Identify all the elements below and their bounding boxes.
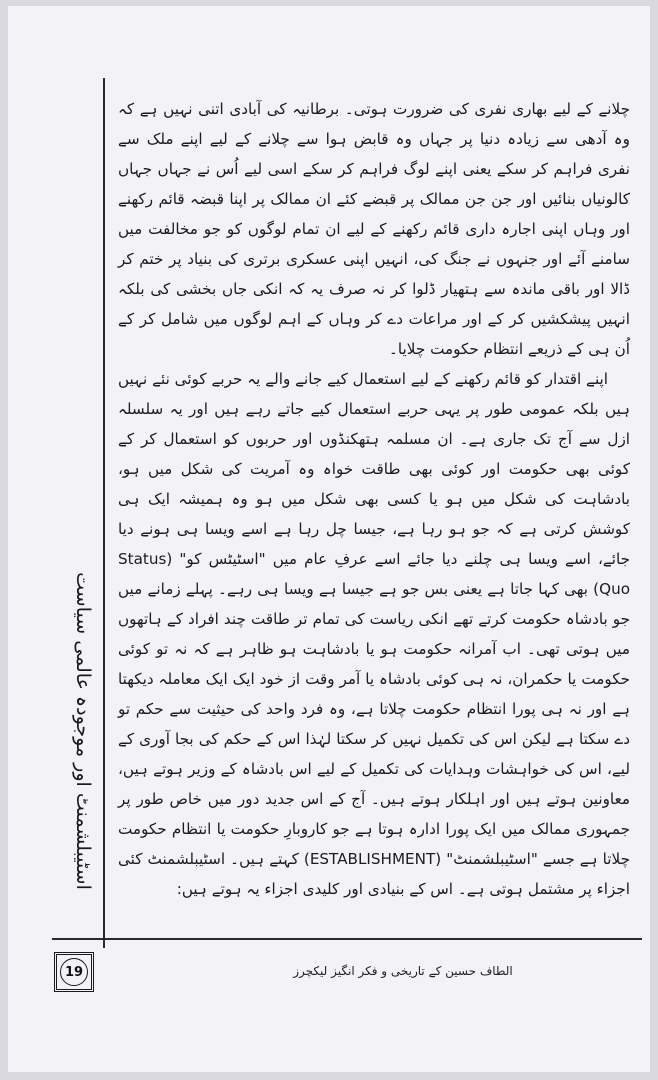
paragraph: چلانے کے لیے بھاری نفری کی ضرورت ہوتی۔ برطانیہ کی آبادی اتنی نہیں ہے کہ وہ آدھی سے زیادہ دنیا پر جہاں وہ قابض ہوا سے چلانے کے لیے اپنے ملک سے نفری فراہم کر سکے یعنی اپنے لوگ فراہم کر سکے اسی لیے اُس نے جہاں جہاں کالونیاں بنائیں اور جن جن ممالک پر قبضے کئے ان ممالک پر اپنا قبضہ قائم رکھنے اور وہاں اپنی اجارہ داری قائم رکھنے کے لیے ان تمام لوگوں کو جو مخالفت میں سامنے آئے اور جنہوں نے جنگ کی، انہیں اپنی عسکری برتری کی بنیاد پر ختم کر ڈالا اور باقی ماندہ سے ہتھیار ڈلوا کر نہ صرف یہ کہ انکی جاں بخشی کی بلکہ انہیں پیشکشیں کر کے اور مراعات دے کر وہاں کے اہم لوگوں میں شامل کر کے اُن ہی کے ذریعے انتظام حکومت چلایا۔ [118,100,630,358]
running-side-title: اسٹیبلشمنٹ اور موجودہ عالمی سیاست [72,572,94,890]
footer-book-title: الطاف حسین کے تاریخی و فکر انگیز لیکچرز [293,964,513,978]
book-page [8,6,650,1072]
footer-divider [52,938,642,940]
page-body [118,94,630,944]
vertical-divider [103,78,105,948]
paragraph: اپنے اقتدار کو قائم رکھنے کے لیے استعمال کیے جانے والے یہ حربے کوئی نئے نہیں ہیں بلکہ عمومی طور پر یہی حربے استعمال کیے جاتے رہے ہیں اور یہ سلسلہ ازل سے آج تک جاری ہے۔ ان مسلمہ ہتھکنڈوں اور حربوں کو استعمال کر کے کوئی بھی حکومت اور کوئی بھی طاقت خواہ وہ آمریت کی شکل میں ہو، بادشاہت کی شکل میں ہو یا کسی بھی شکل میں ہو وہ ہمیشہ ایک ہی کوشش کرتی ہے کہ جو ہو رہا ہے، جیسا چل رہا ہے اسے ویسا ہی ہونے دیا جائے، اسے ویسا ہی چلنے دیا جائے اسے عرفِ عام میں "اسٹیٹس کو" (Status Quo) بھی کہا جاتا ہے یعنی بس جو ہے جیسا ہے ویسا ہی رہے۔ پہلے زمانے میں جو بادشاہ حکومت کرتے تھے انکی ریاست کی تمام تر طاقت چند افراد کے ہاتھوں میں ہوتی تھی۔ اب آمرانہ حکومت ہو یا بادشاہت ہو ظاہر ہے کہ نہ تو کوئی حکومت یا حکمران، نہ ہی کوئی بادشاہ یا آمر وقت از خود ایک ایک معاملہ دیکھتا ہے اور نہ ہی پورا انتظام حکومت چلاتا ہے، وہ فرد واحد کی حیثیت سے حکم تو دے سکتا ہے لیکن اس کی تکمیل نہیں کر سکتا لہٰذا اس کے حکم کی بجا آوری کے لیے، اس کی خواہشات وہدایات کی تکمیل کے لیے اس بادشاہ کے وزیر ہوتے ہیں، معاونین ہوتے ہیں اور اہلکار ہوتے ہیں۔ آج کے اس جدید دور میں خاص طور پر جمہوری ممالک میں ایک پورا ادارہ ہوتا ہے جو کاروبارِ حکومت یا انتظام حکومت چلاتا ہے جسے "اسٹیبلشمنٹ" (ESTABLISHMENT) کہتے ہیں۔ اسٹیبلشمنٹ کئی اجزاء پر مشتمل ہوتی ہے۔ اس کے بنیادی اور کلیدی اجزاء یہ ہوتے ہیں: [118,370,630,898]
page-number: 19 [60,958,88,986]
page-number-frame [54,952,94,992]
